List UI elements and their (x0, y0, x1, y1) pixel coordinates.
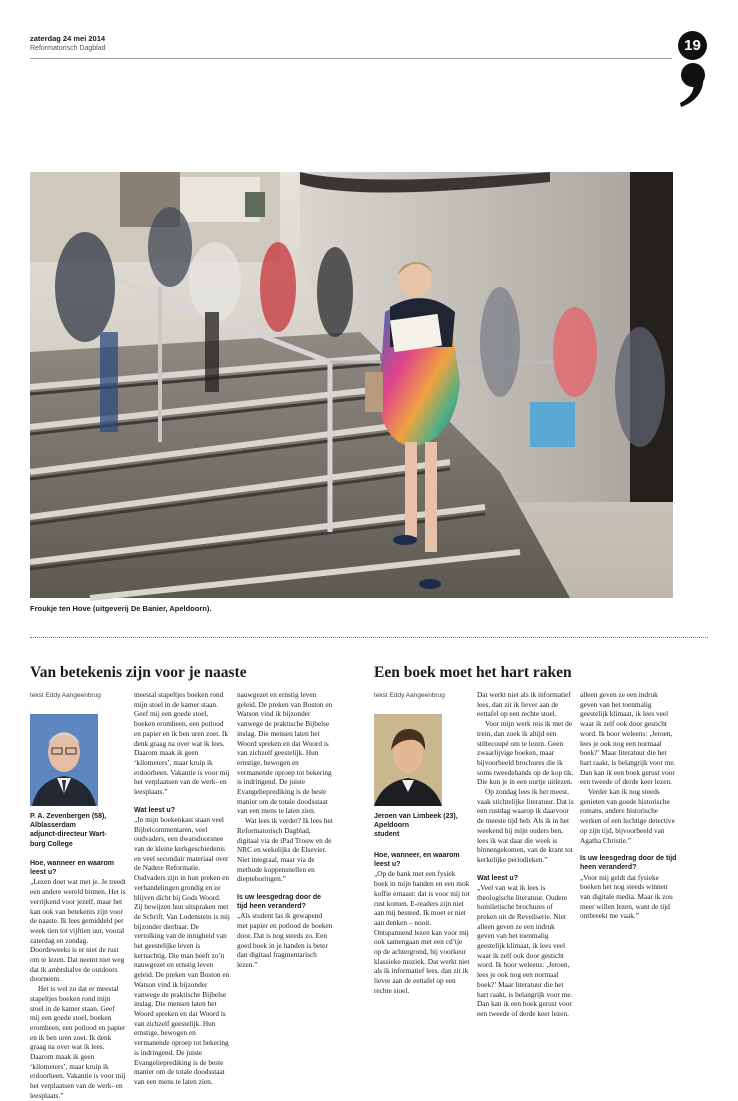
left-answer-1b: Het is wel zo dat er meestal stapeltjes boeken rond mijn stoel in de kamer staan. Geef mij een goede stoel, boeken eromheen, een potlood en papier en ik ben uren zoet. Ik denk graag na over wat ik lees. Daarom maak ik geen ‘kilometers’, maar kruip ik erdoorheen. Vakantie is voor mij het verplaatsen van de werk- en leesplaats.” (30, 984, 126, 1100)
photo-caption: Froukje ten Hove (uitgeverij De Banier, Apeldoorn). (30, 604, 212, 613)
right-column-2 (477, 690, 574, 1030)
right-answer-1b: Voor mijn werk reis ik met de trein, dan zoek ik altijd een stiltecoupé om te lezen. Geen zwaarlijvige boeken, maar bijvoorbeeld brochures die ik soms tweedehands op de kop tik. Die kun je in een uurtje uitlezen. (477, 719, 574, 787)
section-divider (30, 637, 708, 638)
left-answer-1: „Lezen doet wat met je. Je treedt een andere wereld binnen. Het is verrijkend voor jezelf, maar het kan ook van betekenis zijn voor de naaste. Ik lees gemiddeld per week tien tot vijftien uur, vooral zaterdag en zondag. Doordeweeks is er niet de rust om te lezen. Dat neemt niet weg dat ik ambtshalve de outdoors doorneem. (30, 877, 126, 984)
right-article-byline: tekst Eddy Aangeenbrug (374, 692, 445, 699)
right-column-1 (374, 851, 470, 1031)
issue-date: zaterdag 24 mei 2014 (30, 34, 106, 43)
right-person-name: Jeroen van Limbeek (23), (374, 813, 458, 820)
right-answer-1: „Op de bank met een fysiek boek in mijn handen en een mok koffie ernaast: dat is voor mij tot rust komen. E-readers zijn niet aan mij besteed. Ik moet er niet aan denken – nooit. Ontspannend lezen kan voor mij ook samengaan met een cd’tje op de achtergrond, bij voorkeur klassieke muziek. Dat werkt niet als ik informatief lees, dan zit ik liever aan de eettafel op een rechte stoel. (374, 869, 470, 995)
right-answer-2b: Verder kan ik nog steeds genieten van goede historische romans, andere historische werken of een luchtige detective op zijn tijd, bijvoorbeeld van Agatha Christie.” (580, 787, 675, 845)
comma-logo-icon (676, 62, 710, 108)
portrait-zevenbergen (30, 714, 98, 806)
right-person-info (374, 812, 469, 840)
left-person-name: P. A. Zevenbergen (58), (30, 813, 107, 820)
right-article-headline: Een boek moet het hart raken (374, 664, 572, 681)
left-person-place: Alblasserdam (30, 822, 76, 830)
left-column-1 (30, 859, 126, 1100)
left-article-headline: Van betekenis zijn voor je naaste (30, 664, 247, 681)
header-rule (30, 58, 672, 59)
left-question-2: Wat leest u? (134, 806, 175, 814)
main-photo (30, 172, 673, 598)
right-answer-1c: Op zondag lees ik het meest, vaak stichtelijke literatuur. Dat is een rustdag waarop ik daarvoor de meeste tijd heb. Als ik in het weekend bij mijn ouders ben, lees ik wat daar die week is binnengekomen, van de krant tot kerkelijke periodieken.” (477, 787, 574, 864)
left-question-1: Hoe, wanneer en waarom leest u? (30, 860, 115, 877)
right-answer-2-cont: alleen geven ze een indruk geven van het toenmalig geestelijk klimaat, ik lees veel waar ik zelf ook door gesticht word. Ik hoor weleens: ‚Jeroen, lees je ook nog een normaal boek?’ Maar literatuur die het hart raakt, is belangrijk voor me. Dan kan ik een boek gerust voor een tweede of derde keer lezen. (580, 690, 676, 787)
left-answer-1b-cont: meestal stapeltjes boeken rond mijn stoel in de kamer staan. Geef mij een goede stoel, boeken eromheen, een potlood en papier en ik ben uren zoet. Ik denk graag na over wat ik lees. Daarom maak ik geen ‘kilometers’, maar kruip ik erdoorheen. Vakantie is voor mij het verplaatsen van de werk- en leesplaats.” (134, 690, 230, 797)
right-answer-2: „Veel van wat ik lees is theologische literatuur. Oudere homiletische brochures of preken uit de Reveilserie. Niet alleen geven ze een indruk geven van het toenmalig geestelijk klimaat, ik lees veel waar ik zelf ook door gesticht word. Ik hoor weleens: ‚Jeroen, lees je ook nog een normaal boek?’ Maar literatuur die het hart raakt, is belangrijk voor me. Dan kan ik een boek gerust voor een tweede of derde keer lezen. (477, 882, 573, 1018)
left-column-2 (134, 690, 230, 1086)
left-answer-2b: Wat lees ik verder? Ik lees het Reformatorisch Dagblad, digitaal via de iPad Trouw en de NRC en wekelijks de Elsevier. Niet integraal, maar via de methode koppensnellen en diepteboringen.” (237, 816, 333, 884)
left-person-role-cont: burg College (30, 840, 73, 848)
right-question-2: Wat leest u? (477, 874, 518, 882)
right-person-place: Apeldoorn (374, 822, 409, 830)
right-answer-1-cont: Dat werkt niet als ik informatief lees, dan zit ik liever aan de eettafel op een rechte stoel. (477, 690, 571, 719)
right-column-3 (580, 690, 677, 1030)
right-person-role: student (374, 831, 400, 839)
portrait-van-limbeek (374, 714, 442, 806)
left-answer-3: „Als student las ik gewapend met papier en potlood de boeken door. Dat is nog steeds zo. Een goed boek in je handen is beter dan digitaal fragmentarisch lezen.” (237, 911, 333, 969)
left-column-3 (237, 690, 333, 1030)
left-question-3: Is uw leesgedrag door de tijd heen veranderd? (237, 894, 322, 911)
newspaper-name: Reformatorisch Dagblad (30, 45, 106, 52)
page-number: 19 (678, 31, 707, 60)
left-person-info (30, 812, 125, 849)
left-person-role: adjunct-directeur Wart- (30, 831, 107, 839)
right-question-3: Is uw leesgedrag door de tijd heen veranderd? (580, 855, 677, 872)
right-answer-3: „Voor mij geldt dat fysieke boeken het nog steeds winnen van digitale media. Maar ik zou meer willen lezen, want de tijd ontbreekt me vaak.” (580, 872, 673, 921)
left-answer-2-cont: nauwgezet en ernstig leven geleid. De preken van Boston en Watson vind ik bijzonder vanwege de praktische Bijbelse inslag. Die mensen laten het Woord spreken en dat Woord is van zichzelf geestelijk. Hun ernstige, bewogen en vermanende oproep tot bekering is indringend. De juiste Evangelieprediking is de beste manier om de totale doodsstaat van een mens te laten zien. (237, 690, 333, 816)
right-question-1: Hoe, wanneer, en waarom leest u? (374, 852, 460, 869)
left-article-byline: tekst Eddy Aangeenbrug (30, 692, 101, 699)
left-answer-2: „In mijn boekenkast staan veel Bijbelcommentaren, veel oudvaders, een dwarsdoorsnee van de kleine kerkgeschiedenis en veel secundair materiaal over de Nadere Reformatie. Oudvaders zijn in hun preken en verhandelingen grondig en ze blijven dicht bij Gods Woord. Zij bewijzen hun uitspraken met de Schrift. Van Lodenstein is mij bijzonder dierbaar. De vertolking van de innigheid van het geestelijke leven is kernachtig. Die man heeft zo’n nauwgezet en ernstig leven geleid. De preken van Boston en Watson vind ik bijzonder vanwege de praktische Bijbelse inslag. Die mensen laten het Woord spreken en dat Woord is van zichzelf geestelijk. Hun ernstige, bewogen en vermanende oproep tot bekering is indringend. De juiste Evangelieprediking is de beste manier om de totale doodsstaat van een mens te laten zien. (134, 814, 230, 1086)
